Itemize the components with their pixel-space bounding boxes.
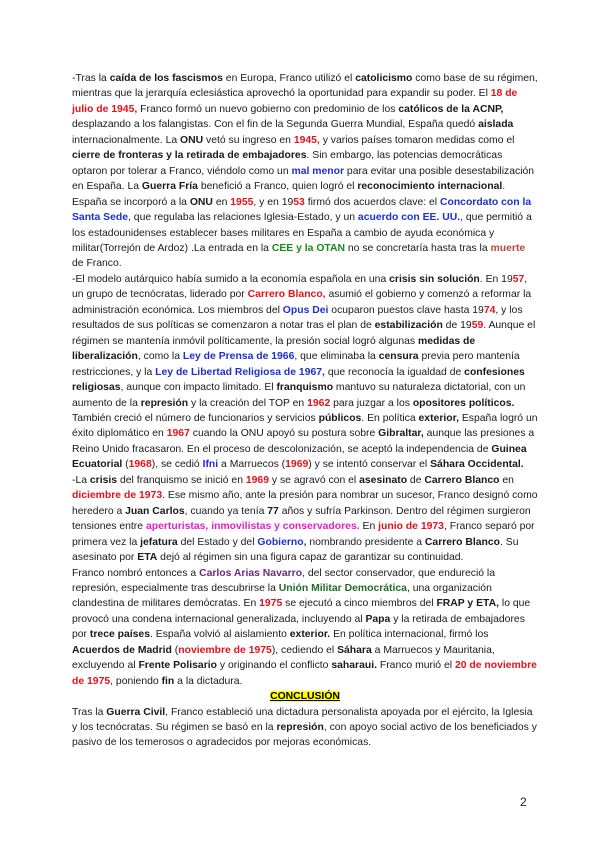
conclusion-heading: CONCLUSIÓN	[270, 691, 340, 703]
page-number: 2	[520, 795, 527, 809]
paragraph-postwar-isolation: -Tras la caída de los fascismos en Europa, Franco utilizó el catolicismo como base de su régimen, mientras que la jerarquía eclesiástica aprovechó la oportunidad para expandir su poder. El 18 de julio de 1945, Franco formó un nuevo gobierno con predominio de los católicos de la ACNP, desplazando a los falangistas. Con el fin de la Segunda Guerra Mundial, España quedó aislada internacionalmente. La ONU vetó su ingreso en 1945, y varios países tomaron medidas como el cierre de fronteras y la retirada de embajadores. Sin embargo, las potencias democráticas optaron por tolerar a Franco, viéndolo como un mal menor para evitar una posible desestabilización en España. La Guerra Fría benefició a Franco, quien logró el reconocimiento internacional. España se incorporó a la ONU en 1955, y en 1953 firmó dos acuerdos clave: el Concordato con la Santa Sede, que regulaba las relaciones Iglesia-Estado, y un acuerdo con EE. UU., que permitió a los estadounidenses establecer bases militares en España a cambio de ayuda económica y militar(Torrejón de Ardoz) .La entrada en la CEE y la OTAN no se concretaría hasta tras la muerte de Franco.	[72, 73, 538, 270]
paragraph-technocrats: -El modelo autárquico había sumido a la economía española en una crisis sin solución. En 1957, un grupo de tecnócratas, liderado por Carrero Blanco, asumió el gobierno y comenzó a reformar la administración económica. Los miembros del Opus Dei ocuparon puestos clave hasta 1974, y los resultados de sus políticas se comenzaron a notar tras el plan de estabilización de 1959. Aunque el régimen se mantenía inmóvil políticamente, la presión social logró algunas medidas de liberalización, como la Ley de Prensa de 1966, que eliminaba la censura previa pero mantenía restricciones, y la Ley de Libertad Religiosa de 1967, que reconocía la igualdad de confesiones religiosas, aunque con impacto limitado. El franquismo mantuvo su naturaleza dictatorial, con un aumento de la represión y la creación del TOP en 1962 para juzgar a los opositores políticos. También creció el número de funcionarios y servicios públicos. En política exterior, España logró un éxito diplomático en 1967 cuando la ONU apoyó su postura sobre Gibraltar, aunque las presiones a Reino Unido fracasaron. En el proceso de descolonización, se aceptó la independencia de Guinea Ecuatorial (1968), se cedió Ifni a Marruecos (1969) y se intentó conservar el Sáhara Occidental.	[72, 273, 538, 471]
paragraph-arias-navarro: Franco nombró entonces a Carlos Arias Navarro, del sector conservador, que endureció la represión, especialmente tras descubrirse la Unión Militar Democrática, una organización clandestina de militares demócratas. En 1975 se ejecutó a cinco miembros del FRAP y ETA, lo que provocó una condena internacional generalizada, incluyendo al Papa y la retirada de embajadores por trece países. España volvió al aislamiento exterior. En política internacional, firmó los Acuerdos de Madrid (noviembre de 1975), cediendo el Sáhara a Marruecos y Mauritania, excluyendo al Frente Polisario y originando el conflicto saharaui. Franco murió el 20 de noviembre de 1975, poniendo fin a la dictadura.	[72, 567, 537, 687]
paragraph-conclusion: Tras la Guerra Civil, Franco estableció una dictadura personalista apoyada por el ejército, la Iglesia y los tecnócratas. Su régimen se basó en la represión, con apoyo social activo de los beneficiados y pasivo de los temerosos o agradecidos por mejoras económicas.	[72, 706, 537, 749]
conclusion-heading-line	[72, 689, 538, 704]
document-body	[72, 71, 538, 751]
paragraph-crisis: -La crisis del franquismo se inició en 1969 y se agravó con el asesinato de Carrero Blanco en diciembre de 1973. Ese mismo año, ante la presión para nombrar un sucesor, Franco designó como heredero a Juan Carlos, cuando ya tenía 77 años y sufría Parkinson. Dentro del régimen surgieron tensiones entre aperturistas, inmovilistas y conservadores. En junio de 1973, Franco separó por primera vez la jefatura del Estado y del Gobierno, nombrando presidente a Carrero Blanco. Su asesinato por ETA dejó al régimen sin una figura capaz de garantizar su continuidad.	[72, 474, 538, 564]
